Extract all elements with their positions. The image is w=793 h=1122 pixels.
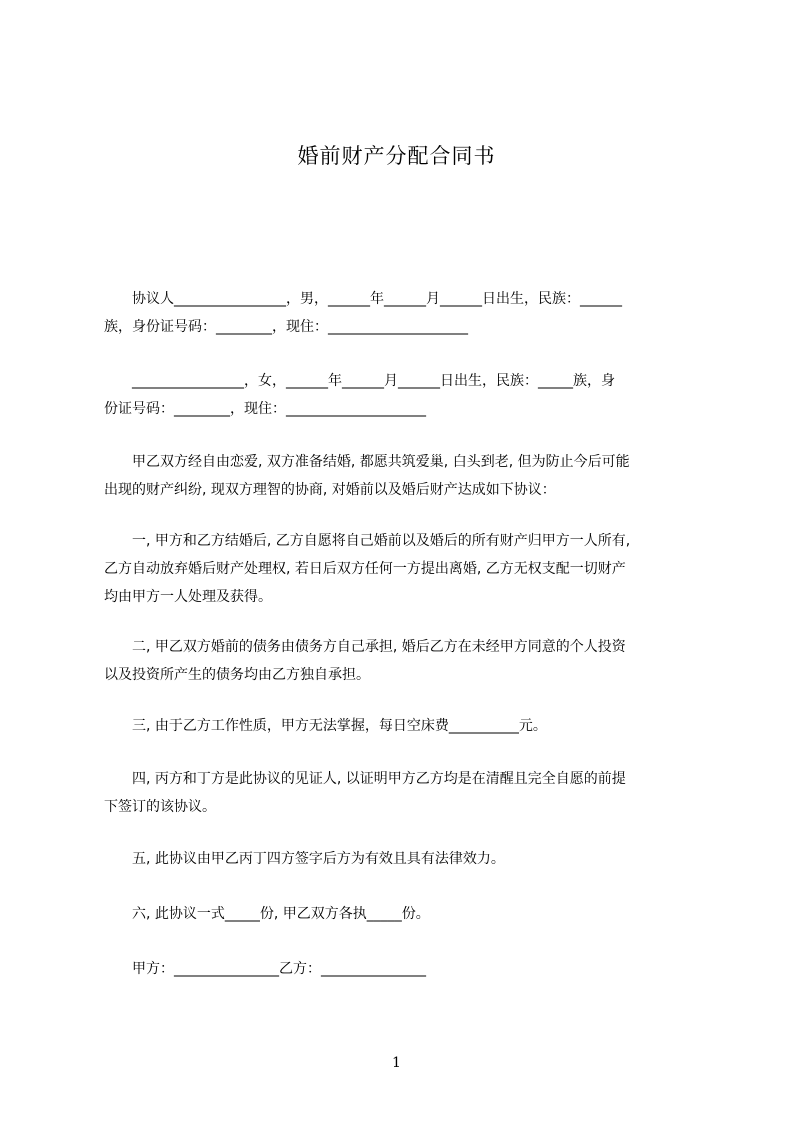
clause-1	[104, 527, 702, 611]
preamble-line-2: 出现的财产纠纷, 现双方理智的协商, 对婚前以及婚后财产达成如下协议：	[104, 482, 556, 498]
clause-2-line-1: 二, 甲乙双方婚前的债务由债务方自己承担, 婚后乙方在未经甲方同意的个人投资	[104, 639, 626, 655]
clause-3	[104, 712, 702, 740]
clause-5-line-1: 五, 此协议由甲乙丙丁四方签字后方为有效且具有法律效力。	[104, 851, 505, 867]
party-b-line-1: ________________，女，______年______月______日出生，民族：_____族，身	[104, 373, 615, 389]
clause-1-line-2: 乙方自动放弃婚后财产处理权, 若日后双方任何一方提出离婚, 乙方无权支配一切财产	[104, 561, 626, 577]
party-a-line-2: 族，身份证号码：________，现住：____________________	[104, 319, 468, 335]
party-b-line-2: 份证号码：________，现住：____________________	[104, 401, 426, 417]
party-a-intro	[104, 285, 702, 341]
party-b-intro	[104, 367, 702, 423]
clause-4-line-1: 四, 丙方和丁方是此协议的见证人, 以证明甲方乙方均是在清醒且完全自愿的前提	[104, 771, 626, 787]
page-number: 1	[392, 1055, 401, 1071]
document-title: 婚前财产分配合同书	[297, 144, 496, 168]
clause-1-line-3: 均由甲方一人处理及获得。	[104, 589, 272, 605]
clause-2	[104, 633, 702, 689]
clause-3-line-1: 三, 由于乙方工作性质，甲方无法掌握，每日空床费__________元。	[104, 718, 547, 734]
clause-4	[104, 765, 702, 821]
clause-5	[104, 845, 702, 873]
preamble-line-1: 甲乙双方经自由恋爱, 双方准备结婚, 都愿共筑爱巢, 白头到老, 但为防止今后可能	[104, 454, 630, 470]
clause-6	[104, 900, 702, 928]
clause-2-line-2: 以及投资所产生的债务均由乙方独自承担。	[104, 667, 370, 683]
signature-line-text: 甲方：_______________乙方：_______________	[104, 961, 426, 977]
party-a-line-1: 协议人________________，男，______年______月______日出生，民族：______	[104, 291, 622, 307]
signature-line	[104, 955, 702, 983]
clause-4-line-2: 下签订的该协议。	[104, 799, 216, 815]
clause-6-line-1: 六, 此协议一式_____份, 甲乙双方各执_____份。	[104, 906, 430, 922]
clause-1-line-1: 一, 甲方和乙方结婚后, 乙方自愿将自己婚前以及婚后的所有财产归甲方一人所有,	[104, 533, 631, 549]
preamble-paragraph	[104, 448, 702, 504]
